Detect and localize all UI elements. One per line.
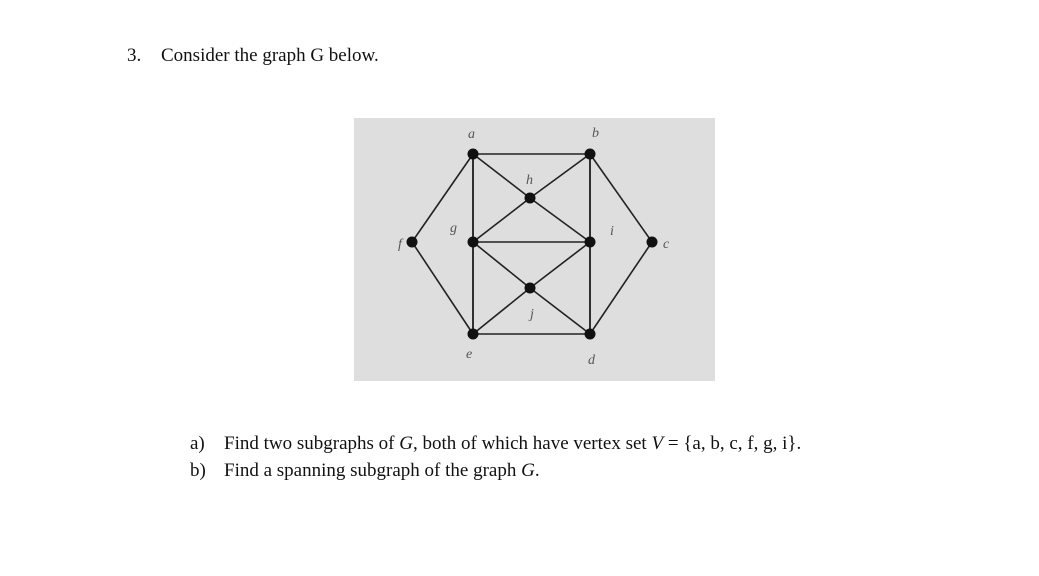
- vertex-e: [468, 329, 479, 340]
- vertex-c: [647, 237, 658, 248]
- part-a-set-expression: = {a, b, c, f, g, i}.: [663, 433, 802, 454]
- part-b-text-before: Find a spanning subgraph of the graph: [224, 460, 522, 481]
- part-b-text-after: .: [534, 460, 540, 481]
- part-b: [190, 457, 801, 484]
- vertex-label-g: g: [450, 221, 457, 236]
- vertex-a: [468, 149, 479, 160]
- vertex-i: [585, 237, 596, 248]
- part-a-set-variable: V: [651, 433, 664, 454]
- vertex-label-i: i: [610, 224, 614, 239]
- vertex-label-c: c: [663, 237, 670, 252]
- graph-diagram: [354, 118, 715, 381]
- question-number: 3.: [127, 45, 142, 66]
- vertex-label-b: b: [592, 126, 599, 141]
- vertex-label-e: e: [466, 347, 473, 362]
- question-parts: [190, 430, 801, 484]
- question-title: [127, 43, 379, 69]
- part-a-graph-name: G: [399, 433, 413, 454]
- vertex-f: [407, 237, 418, 248]
- question-text: Consider the graph G below.: [161, 45, 379, 66]
- vertex-g: [468, 237, 479, 248]
- vertex-label-f: f: [398, 237, 402, 252]
- part-a-text-middle: , both of which have vertex set: [412, 433, 652, 454]
- vertex-label-h: h: [526, 173, 533, 188]
- part-b-graph-name: G: [521, 460, 535, 481]
- part-b-label: b): [190, 460, 206, 481]
- part-a-label: a): [190, 433, 205, 454]
- part-a-text-before: Find two subgraphs of: [224, 433, 400, 454]
- vertex-b: [585, 149, 596, 160]
- vertex-d: [585, 329, 596, 340]
- part-a: [190, 430, 801, 457]
- vertex-j: [525, 283, 536, 294]
- graph-background: [354, 118, 715, 381]
- vertex-label-a: a: [468, 127, 475, 142]
- vertex-label-j: j: [530, 307, 534, 322]
- vertex-h: [525, 193, 536, 204]
- graph-figure: [354, 118, 715, 381]
- vertex-label-d: d: [588, 353, 595, 368]
